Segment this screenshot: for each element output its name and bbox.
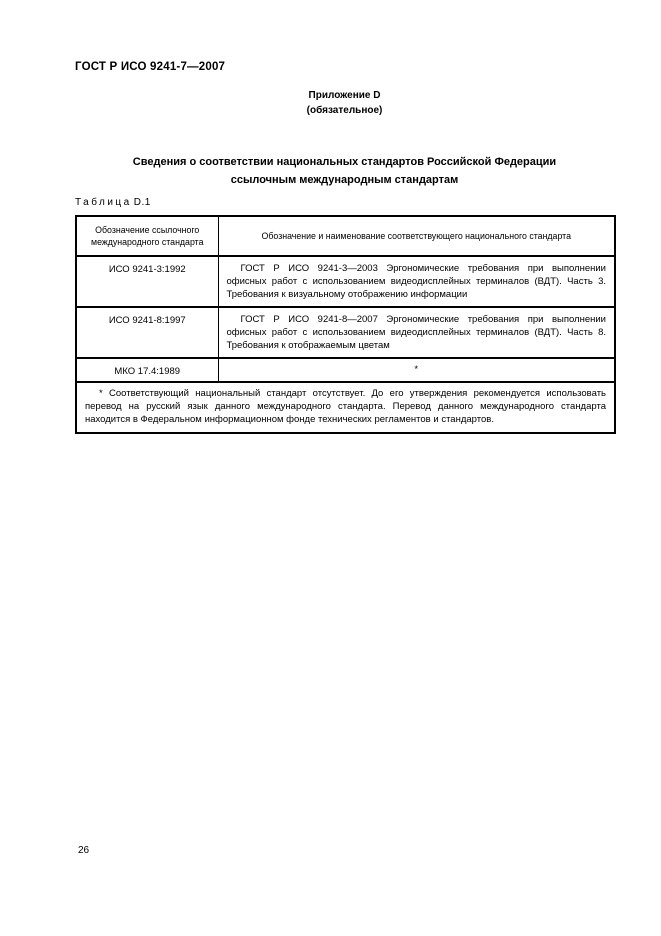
page-number: 26 bbox=[78, 845, 90, 856]
table-header-row bbox=[76, 216, 615, 256]
annex-obligation-type: (обязательное) bbox=[306, 105, 383, 116]
column-header-national-standard: Обозначение и наименование соответствующего национального стандарта bbox=[218, 216, 615, 256]
international-standard-ref: МКО 17.4:1989 bbox=[76, 358, 218, 382]
table-footnote-row bbox=[76, 382, 615, 433]
annex-title-line-2: ссылочным международным стандартам bbox=[230, 173, 459, 186]
table-caption-number: D.1 bbox=[133, 197, 151, 208]
column-header-international-standard: Обозначение ссылочного международного стандарта bbox=[76, 216, 218, 256]
international-standard-ref: ИСО 9241-8:1997 bbox=[76, 307, 218, 358]
table-footnote: * Соответствующий национальный стандарт отсутствует. До его утверждения рекомендуется использовать перевод на русский язык данного международного стандарта. Перевод данного международного стандарта находится в Федеральном информационном фонде технических регламентов и стандартов. bbox=[76, 382, 615, 433]
annex-heading bbox=[75, 88, 614, 118]
table-row bbox=[76, 307, 615, 358]
annex-title bbox=[75, 154, 614, 189]
table-caption bbox=[75, 197, 614, 208]
international-standard-ref: ИСО 9241-3:1992 bbox=[76, 256, 218, 307]
national-standard-description: * bbox=[218, 358, 615, 382]
standards-correspondence-table bbox=[75, 215, 616, 434]
national-standard-description: ГОСТ Р ИСО 9241-8—2007 Эргономические требования при выполнении офисных работ с использованием видеодисплейных терминалов (ВДТ). Часть 8. Требования к отображаемым цветам bbox=[218, 307, 615, 358]
table-caption-word: Таблица bbox=[75, 197, 132, 208]
annex-title-line-1: Сведения о соответствии национальных стандартов Российской Федерации bbox=[132, 156, 557, 168]
document-designation-header: ГОСТ Р ИСО 9241-7—2007 bbox=[75, 61, 226, 73]
table-row bbox=[76, 358, 615, 382]
annex-label: Приложение D bbox=[308, 90, 381, 101]
table-row bbox=[76, 256, 615, 307]
national-standard-description: ГОСТ Р ИСО 9241-3—2003 Эргономические требования при выполнении офисных работ с использованием видеодисплейных терминалов (ВДТ). Часть 3. Требования к визуальному отображению информации bbox=[218, 256, 615, 307]
